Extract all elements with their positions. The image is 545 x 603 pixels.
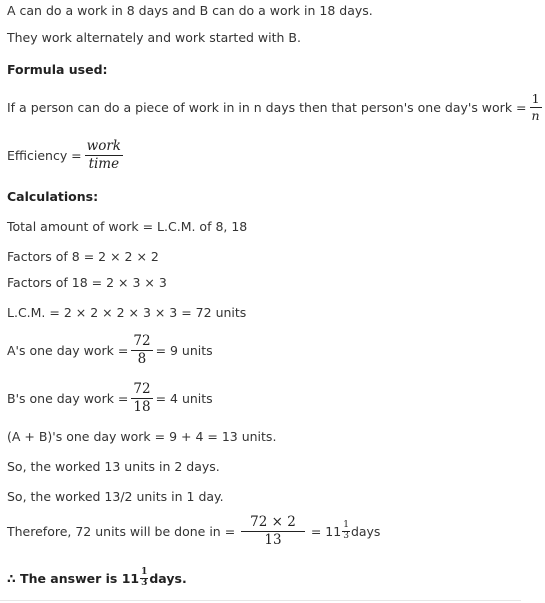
formula-heading bbox=[7, 62, 108, 77]
b-work-line bbox=[7, 382, 213, 415]
factors-18-line bbox=[7, 275, 167, 290]
therefore-days: days bbox=[350, 523, 381, 539]
answer-mixed-fraction bbox=[140, 568, 148, 589]
efficiency-numerator: work bbox=[86, 138, 121, 154]
a-work-line bbox=[7, 334, 213, 367]
a-work-fraction bbox=[131, 334, 152, 367]
answer-prefix: ∴ The answer is 11 bbox=[7, 570, 140, 586]
therefore-mixed-denominator: 3 bbox=[343, 530, 349, 541]
therefore-fraction bbox=[241, 515, 305, 548]
answer-mixed-denominator: 3 bbox=[141, 577, 148, 588]
therefore-numerator: 72 × 2 bbox=[241, 515, 305, 532]
b-work-label: B's one day work = bbox=[7, 390, 129, 406]
formula-line bbox=[7, 92, 545, 123]
b-work-numerator: 72 bbox=[133, 381, 151, 397]
calculations-heading-text: Calculations: bbox=[7, 189, 99, 204]
one-day-text: So, the worked 13/2 units in 1 day. bbox=[7, 489, 224, 504]
combined-work-text: (A + B)'s one day work = 9 + 4 = 13 units. bbox=[7, 429, 277, 444]
question-text-1: A can do a work in 8 days and B can do a work in 18 days. bbox=[7, 3, 373, 18]
efficiency-fraction bbox=[85, 139, 123, 172]
one-day-line bbox=[7, 489, 224, 504]
combined-work-line bbox=[7, 429, 276, 444]
efficiency-label: Efficiency = bbox=[7, 147, 82, 163]
two-days-text: So, the worked 13 units in 2 days. bbox=[7, 459, 220, 474]
total-work-text: Total amount of work = L.C.M. of 8, 18 bbox=[7, 219, 248, 234]
therefore-denominator: 13 bbox=[264, 531, 282, 548]
formula-heading-text: Formula used: bbox=[7, 62, 108, 77]
lcm-text: L.C.M. = 2 × 2 × 2 × 3 × 3 = 72 units bbox=[7, 305, 247, 320]
answer-mixed-numerator: 1 bbox=[141, 567, 148, 577]
efficiency-line bbox=[7, 139, 126, 172]
therefore-mixed-fraction bbox=[342, 521, 350, 542]
b-work-denominator: 18 bbox=[133, 398, 151, 415]
therefore-label: Therefore, 72 units will be done in = bbox=[7, 523, 236, 539]
calculations-heading bbox=[7, 189, 98, 204]
a-work-denominator: 8 bbox=[137, 350, 147, 367]
formula-text: If a person can do a piece of work in in n days then that person's one day's work = bbox=[7, 99, 527, 115]
factors-18-text: Factors of 18 = 2 × 3 × 3 bbox=[7, 275, 167, 290]
question-line-2 bbox=[7, 30, 301, 45]
a-work-numerator: 72 bbox=[133, 333, 151, 349]
answer-line bbox=[7, 568, 187, 589]
question-line-1 bbox=[7, 3, 373, 18]
a-work-label: A's one day work = bbox=[7, 342, 129, 358]
question-text-2: They work alternately and work started with B. bbox=[7, 30, 301, 45]
therefore-mixed-numerator: 1 bbox=[343, 519, 349, 530]
therefore-line bbox=[7, 515, 380, 548]
total-work-line bbox=[7, 219, 247, 234]
efficiency-denominator: time bbox=[88, 155, 120, 172]
formula-fraction bbox=[530, 92, 542, 123]
factors-8-text: Factors of 8 = 2 × 2 × 2 bbox=[7, 249, 159, 264]
answer-suffix: days. bbox=[149, 570, 187, 586]
bottom-divider bbox=[0, 600, 521, 601]
therefore-equals: = 11 bbox=[310, 523, 342, 539]
a-work-result: = 9 units bbox=[155, 342, 213, 358]
lcm-line bbox=[7, 305, 246, 320]
b-work-fraction bbox=[131, 382, 152, 415]
b-work-result: = 4 units bbox=[155, 390, 213, 406]
factors-8-line bbox=[7, 249, 159, 264]
two-days-line bbox=[7, 459, 220, 474]
formula-denominator: n bbox=[531, 107, 540, 123]
formula-numerator: 1 bbox=[531, 91, 540, 106]
